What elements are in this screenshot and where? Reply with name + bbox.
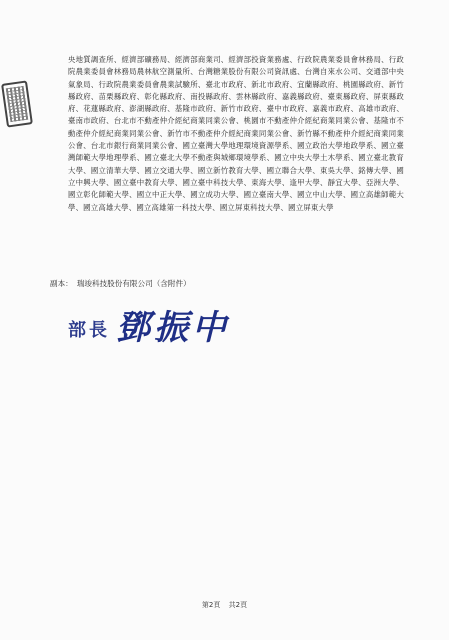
recipients-list: 央地質調查所、經濟部礦務局、經濟部商業司、經濟部投資業務處、行政院農業委員會林務局、行政院農業委員會林務局農林航空測量所、台灣糖業股份有限公司資訊處、台灣自來水公司、交通部中央氣象局、行政院農業委員會農業試驗所、臺北市政府、新北市政府、宜蘭縣政府、桃園縣政府、新竹縣政府、苗栗縣政府、彰化縣政府、南投縣政府、雲林縣政府、嘉義縣政府、臺東縣政府、屏東縣政府、花蓮縣政府、澎湖縣政府、基隆市政府、新竹市政府、臺中市政府、嘉義市政府、高雄市政府、臺南市政府、台北市不動產仲介經紀商業同業公會、桃園市不動產仲介經紀商業同業公會、基隆市不動產仲介經紀商業同業公會、新竹市不動產仲介經紀商業同業公會、新竹縣不動產仲介經紀商業同業公會、台北市銀行商業同業公會、國立臺灣大學地理環境資源學系、國立政治大學地政學系、國立臺灣師範大學地理學系、國立臺北大學不動產與城鄉環境學系、國立中央大學土木學系、國立臺北教育大學、國立清華大學、國立交通大學、國立新竹教育大學、國立聯合大學、東吳大學、銘傳大學、國立中興大學、國立臺中教育大學、國立臺中科技大學、東海大學、逢甲大學、靜宜大學、亞洲大學、國立彰化師範大學、國立中正大學、國立成功大學、國立臺南大學、國立中山大學、國立高雄師範大學、國立高雄大學、國立高雄第一科技大學、國立屏東科技大學、國立屏東大學	[68, 55, 404, 212]
signature-name: 鄧振中	[116, 308, 230, 348]
minister-signature	[68, 288, 278, 348]
cc-label: 副本：	[50, 279, 73, 288]
signature-title: 部長	[68, 320, 110, 341]
page-current: 第2頁	[201, 601, 221, 609]
seal-pattern	[6, 86, 29, 122]
cc-value: 瑞竣科技股份有限公司（含附件）	[76, 279, 191, 288]
official-seal-stamp	[1, 80, 33, 127]
page-total: 共2頁	[228, 601, 248, 609]
page-number	[0, 600, 449, 610]
